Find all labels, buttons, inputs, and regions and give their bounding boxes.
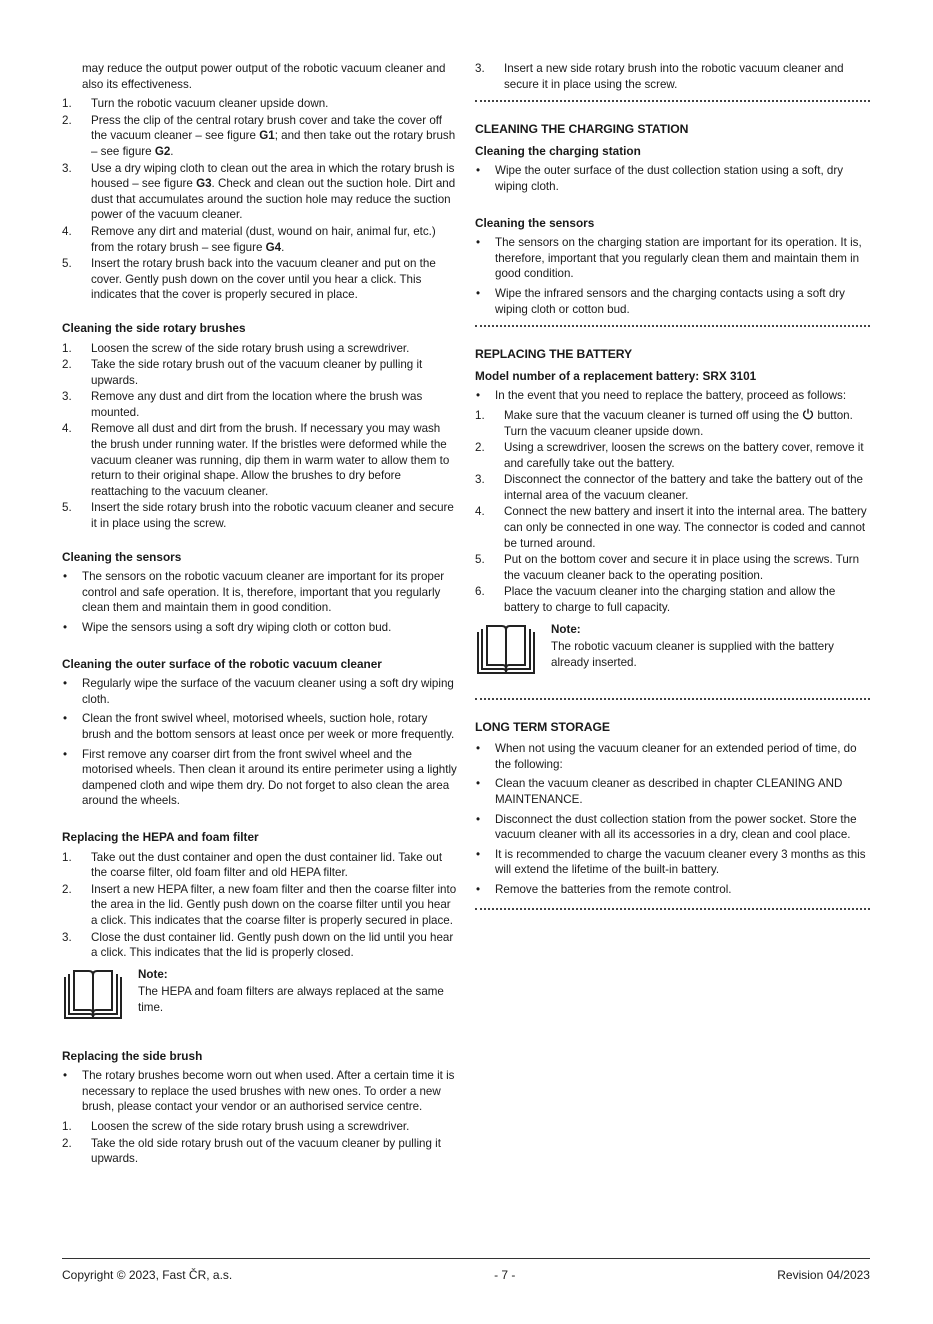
bullet: •	[63, 677, 68, 691]
note-text: The HEPA and foam filters are always replaced at the same time.	[138, 985, 444, 1014]
bullet: •	[63, 621, 68, 634]
revision: Revision 04/2023	[777, 1268, 870, 1282]
list-item: 1. Turn the robotic vacuum cleaner upside down.	[62, 97, 329, 111]
bullet: •	[476, 882, 481, 896]
left-column	[62, 61, 458, 1168]
station-sensors-list	[475, 235, 870, 317]
replace-brush-steps	[62, 1119, 458, 1167]
list-item: 2. Take the side rotary brush out of the vacuum cleaner by pulling it upwards.	[62, 358, 423, 387]
list-item: • When not using the vacuum cleaner for an extended period of time, do the following:	[476, 742, 857, 771]
list-item: 1. Make sure that the vacuum cleaner is turned off using the button. Turn the vacuum cleaner upside down.	[475, 408, 853, 438]
list-item: • Disconnect the dust collection station from the power socket. Store the vacuum cleaner with all its accessories in a dry, clean and cool place.	[476, 812, 857, 842]
figure-ref: G4	[265, 240, 282, 254]
bullet: •	[63, 712, 68, 726]
section-heading: Cleaning the side rotary brushes	[62, 320, 246, 335]
chapter-heading: LONG TERM STORAGE	[475, 719, 610, 734]
list-item: • First remove any coarser dirt from the front swivel wheel and the motorised wheels. Then clean it around its entire perimeter using a lightly dampened cloth and wipe them dry. Do not forget to also clean the area around the wheels.	[63, 747, 457, 808]
bullet: •	[476, 236, 481, 250]
open-book-icon	[475, 624, 537, 676]
list-item: • Wipe the infrared sensors and the charging contacts using a soft dry wiping cloth or cotton bud.	[476, 286, 845, 316]
list-item: 4. Remove all dust and dirt from the brush. If necessary you may wash the brush under running water. If the bristles were deformed while the vacuum cleaner was running, dip them in warm water to allow them to return to their original shape. Allow the brushes to dry before reattaching to the vacuum cleaner.	[62, 422, 450, 498]
storage-list	[475, 741, 870, 897]
open-book-icon	[62, 969, 124, 1021]
list-item: 5. Insert the side rotary brush into the robotic vacuum cleaner and secure it in place using the screw.	[62, 501, 454, 531]
list-item: 3. Close the dust container lid. Gently push down on the lid until you hear a click. This indicates that the lid is properly closed.	[62, 930, 454, 960]
list-item: • Remove the batteries from the remote control.	[476, 882, 732, 896]
bullet: •	[476, 847, 481, 861]
bullet: •	[476, 286, 481, 300]
list-item: 1. Loosen the screw of the side rotary brush using a screwdriver.	[62, 1120, 410, 1134]
figure-ref: G1	[259, 129, 275, 143]
list-item: 2. Take the old side rotary brush out of the vacuum cleaner by pulling it upwards.	[62, 1136, 441, 1166]
side-brush-steps	[62, 341, 458, 532]
battery-steps	[475, 408, 870, 616]
list-item: 5. Insert the rotary brush back into the vacuum cleaner and put on the cover. Gently push down on the cover until you hear a click. This indicates that the cover is properly secured in place.	[62, 257, 436, 302]
battery-model: Model number of a replacement battery: SRX 3101	[475, 368, 757, 383]
sensors-list	[62, 569, 458, 635]
list-item: • Regularly wipe the surface of the vacuum cleaner using a soft dry wiping cloth.	[63, 677, 454, 706]
outer-surface-list	[62, 676, 458, 809]
list-item: 3. Use a dry wiping cloth to clean out the area in which the rotary brush is housed – see figure G3. Check and clean out the suction hole. Dirt and dust that accumulates around the suction hole may reduce the suction power of the vacuum cleaner.	[62, 161, 456, 222]
bullet: •	[63, 747, 68, 761]
bullet: •	[476, 742, 481, 756]
bullet: •	[63, 1069, 68, 1083]
list-item: • Clean the vacuum cleaner as described in chapter CLEANING AND MAINTENANCE.	[476, 777, 843, 806]
list-item: 4. Connect the new battery and insert it into the internal area. The battery can only be connected in one way. The connector is coded and cannot be turned around.	[475, 505, 867, 550]
section-heading: Cleaning the sensors	[62, 549, 182, 564]
list-item: 2. Insert a new HEPA filter, a new foam filter and then the coarse filter into the area in the lid. Gently push down on the coarse filter until you hear a click. This indicates that the coarse filter is properly secured in place.	[62, 882, 457, 927]
note-box	[62, 967, 458, 1021]
list-item: 4. Remove any dirt and material (dust, wound on hair, animal fur, etc.) from the rotary brush – see figure G4.	[62, 224, 436, 254]
dotted-separator	[475, 698, 870, 700]
list-item: 5. Put on the bottom cover and secure it in place using the screws. Turn the vacuum cleaner back to the operating position.	[475, 553, 860, 582]
list-item: 6. Place the vacuum cleaner into the charging station and allow the battery to charge to full capacity.	[475, 585, 836, 615]
list-item: • The sensors on the robotic vacuum cleaner are important for its proper control and safe operation. It is, therefore, important that you regularly clean them and maintain them in good condition.	[63, 570, 445, 615]
section-heading: Cleaning the sensors	[475, 215, 595, 230]
continued-steps	[475, 61, 870, 92]
bullet: •	[476, 812, 481, 826]
list-item: 2. Press the clip of the central rotary brush cover and take the cover off the vacuum cleaner – see figure G1; and then take out the rotary brush – see figure G2.	[62, 113, 456, 158]
figure-ref: G2	[154, 144, 171, 158]
right-column	[475, 61, 870, 930]
list-item: • Wipe the sensors using a soft dry wiping cloth or cotton bud.	[63, 621, 392, 634]
station-list	[475, 163, 870, 194]
bullet: •	[476, 164, 481, 178]
page-number: - 7 -	[494, 1268, 516, 1282]
note-title: Note:	[551, 622, 581, 636]
power-icon	[802, 408, 814, 420]
page-footer	[62, 1258, 870, 1282]
note-text: The robotic vacuum cleaner is supplied with the battery already inserted.	[551, 640, 834, 669]
note-box	[475, 622, 870, 676]
list-item: 3. Remove any dust and dirt from the location where the brush was mounted.	[62, 390, 423, 419]
figure-ref: G3	[196, 177, 212, 191]
list-item: • The rotary brushes become worn out when used. After a certain time it is necessary to replace the used brushes with new ones. To order a new brush, please contact your vendor or an authorised service centre.	[63, 1069, 455, 1114]
list-item: • In the event that you need to replace the battery, proceed as follows:	[476, 389, 847, 403]
hepa-steps	[62, 850, 458, 961]
battery-intro-list	[475, 388, 870, 404]
list-item: 3. Disconnect the connector of the battery and take the battery out of the internal area of the vacuum cleaner.	[475, 473, 863, 502]
note-title: Note:	[138, 967, 168, 981]
central-brush-steps	[62, 96, 458, 303]
bullet: •	[63, 570, 68, 584]
list-item: • It is recommended to charge the vacuum cleaner every 3 months as this will extend the lifetime of the built-in battery.	[476, 847, 866, 877]
dotted-separator	[475, 908, 870, 910]
list-item: • Clean the front swivel wheel, motorised wheels, suction hole, rotary brush and the bottom sensors at least once per week or more frequently.	[63, 712, 455, 741]
chapter-heading: CLEANING THE CHARGING STATION	[475, 122, 689, 137]
dotted-separator	[475, 100, 870, 102]
section-heading: Cleaning the charging station	[475, 143, 641, 158]
section-heading: Replacing the HEPA and foam filter	[62, 829, 259, 844]
list-item: 3. Insert a new side rotary brush into the robotic vacuum cleaner and secure it in place using the screw.	[475, 62, 844, 91]
replace-brush-list	[62, 1068, 458, 1115]
bullet: •	[476, 777, 481, 791]
bullet: •	[476, 389, 481, 403]
copyright: Copyright © 2023, Fast ČR, a.s.	[62, 1268, 233, 1282]
dotted-separator	[475, 325, 870, 327]
chapter-heading: REPLACING THE BATTERY	[475, 347, 633, 362]
section-heading: Cleaning the outer surface of the robotic vacuum cleaner	[62, 656, 382, 671]
section-heading: Replacing the side brush	[62, 1048, 203, 1063]
list-item: • The sensors on the charging station are important for its operation. It is, therefore, important that you regularly clean them and maintain them in good condition.	[476, 236, 862, 281]
list-item: 2. Using a screwdriver, loosen the screws on the battery cover, remove it and carefully take out the battery.	[475, 441, 864, 470]
list-item: 1. Loosen the screw of the side rotary brush using a screwdriver.	[62, 341, 410, 355]
list-item: 1. Take out the dust container and open the dust container lid. Take out the coarse filter, old foam filter and old HEPA filter.	[62, 850, 443, 880]
intro-paragraph: may reduce the output power output of the robotic vacuum cleaner and also its effectiveness.	[82, 62, 446, 91]
list-item: • Wipe the outer surface of the dust collection station using a soft, dry wiping cloth.	[476, 164, 843, 193]
